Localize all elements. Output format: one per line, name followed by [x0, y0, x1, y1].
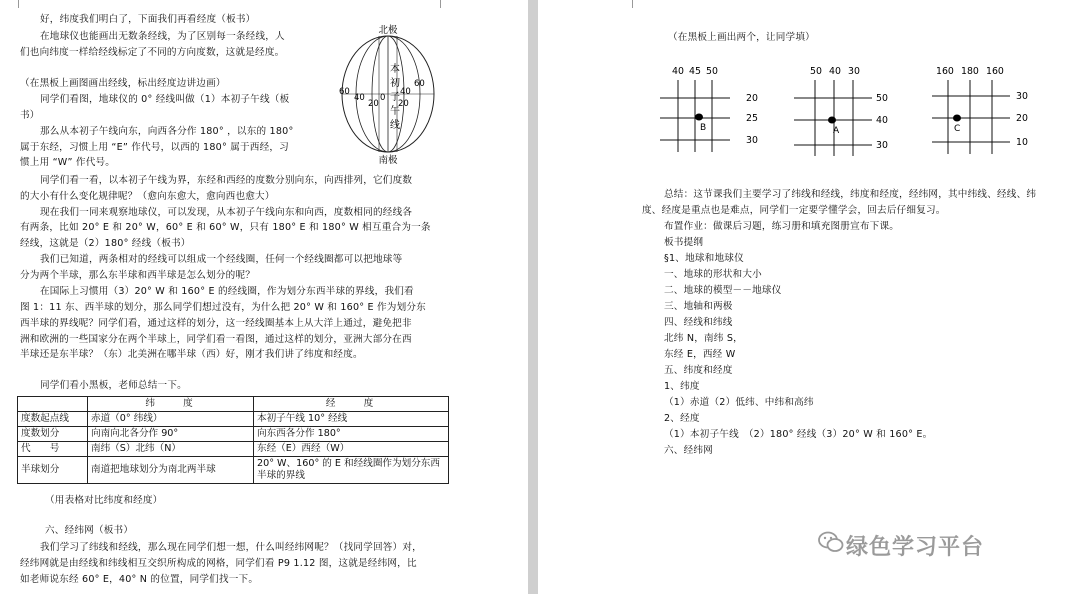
- table-cell: 20° W、160° 的 E 和经线圈作为划分东西半球的界线: [254, 457, 449, 484]
- table-cell: 半球划分: [18, 457, 88, 484]
- paragraph-line: 度、经度是重点也是难点，同学们一定要学懂学会，回去后仔细复习。: [642, 205, 946, 216]
- grid-point-label: A: [833, 126, 840, 136]
- globe-degree-label: 40: [354, 93, 365, 103]
- globe-meridian-char: 子: [390, 92, 400, 103]
- globe-meridian-char: 午: [390, 106, 400, 117]
- paragraph-line: 同学们看图，地球仪的 0° 经线叫做（1）本初子午线（板: [40, 94, 290, 105]
- table-header-row: [18, 397, 449, 412]
- globe-degree-label: 40: [400, 87, 411, 97]
- grid-side-label: 30: [746, 135, 758, 146]
- outline-item: （1）本初子午线 （2）180° 经线（3）20° W 和 160° E。: [664, 429, 933, 440]
- paragraph-line: 在国际上习惯用（3）20° W 和 160° E 的经线圈，作为划分东西半球的界线，我们看: [40, 286, 414, 297]
- coordinate-grid-c: [932, 66, 1028, 154]
- paragraph-line: （在黑板上画出两个，让同学填）: [668, 32, 815, 43]
- paragraph-line: 属于东经，习惯上用 “E” 作代号，以西的 180° 属于西经，习: [20, 142, 289, 153]
- grid-side-label: 20: [1016, 113, 1028, 124]
- paragraph-line: 西半球的界线呢？同学们看，通过这样的划分，这一经线圈基本上从大洋上通过，避免把非: [20, 318, 412, 329]
- paragraph-line: 同学们看一看，以本初子午线为界，东经和西经的度数分别向东，向西排列，它们度数: [40, 175, 413, 186]
- crop-mark: [624, 0, 633, 8]
- outline-item: 2、经度: [664, 413, 700, 424]
- paragraph-line: 们也向纬度一样给经线标定了不同的方向度数，这就是经度。: [20, 47, 285, 58]
- globe-degree-label: 20: [398, 99, 409, 109]
- table-cell: 代 号: [18, 442, 88, 457]
- grid-side-label: 10: [1016, 137, 1028, 148]
- outline-item: 三、地轴和两极: [664, 301, 733, 312]
- paragraph-line: 那么从本初子午线向东，向西各分作 180° ，以东的 180°: [40, 126, 294, 137]
- paragraph-line: 书）: [20, 110, 40, 121]
- paragraph-line: 经线，这就是（2）180° 经线（板书）: [20, 238, 191, 249]
- globe-degree-label: 0: [380, 93, 386, 103]
- grid-side-label: 30: [876, 140, 888, 151]
- outline-item: （1）赤道（2）低纬、中纬和高纬: [664, 397, 814, 408]
- globe-meridian-char: 线: [390, 120, 400, 131]
- globe-label-north: 北极: [378, 25, 398, 36]
- paragraph-line: 我们学习了纬线和经线，那么现在同学们想一想，什么叫经纬网呢？（找同学回答）对，: [40, 542, 422, 553]
- grid-point-label: C: [954, 124, 961, 134]
- globe-degree-label: 20: [368, 99, 379, 109]
- grid-top-label: 50: [810, 66, 822, 77]
- paragraph-line: 经纬网就是由经线和纬线相互交织所构成的网格，同学们看 P9 1.12 图，这就是经纬网，比: [20, 558, 417, 569]
- globe-degree-label: 60: [339, 87, 350, 97]
- paragraph-line: 好，纬度我们明白了，下面我们再看经度（板书）: [40, 14, 256, 25]
- table-row: [18, 412, 449, 427]
- table-cell: 向东西各分作 180°: [254, 427, 449, 442]
- globe-meridian-char: 本: [390, 64, 400, 75]
- table-cell: 南纬（S）北纬（N）: [88, 442, 254, 457]
- globe-degree-label: 60: [414, 79, 425, 89]
- crop-mark: [10, 0, 19, 8]
- paragraph-line: 图 1：11 东、西半球的划分，那么同学们想过没有，为什么把 20° W 和 160° E 作为划分东: [20, 302, 426, 313]
- table-cell: 度数起点线: [18, 412, 88, 427]
- outline-item: §1、地球和地球仪: [664, 253, 744, 264]
- grid-side-label: 20: [746, 93, 758, 104]
- paragraph-line: 洲和欧洲的一些国家分在两个半球上，同学们看一看图，通过这样的划分，亚洲大部分在西: [20, 334, 412, 345]
- wechat-icon: [818, 530, 844, 554]
- globe-meridian-char: 初: [390, 78, 400, 89]
- table-cell: 赤道（0° 纬线）: [88, 412, 254, 427]
- grid-top-label: 50: [706, 66, 718, 77]
- grid-point-label: B: [700, 123, 707, 133]
- paragraph-line: 分为两个半球，那么东半球和西半球是怎么划分的呢？: [20, 270, 256, 281]
- grid-top-label: 45: [689, 66, 701, 77]
- table-cell: 本初子午线 10° 经线: [254, 412, 449, 427]
- table-row: [18, 427, 449, 442]
- paragraph-line: 总结：这节课我们主要学习了纬线和经线，纬度和经度，经纬网，其中纬线、经线、纬: [664, 189, 1037, 200]
- outline-item: 二、地球的模型－－地球仪: [664, 285, 782, 296]
- paragraph-line: 如老师说东经 60° E，40° N 的位置，同学们找一下。: [20, 574, 259, 585]
- grid-side-label: 40: [876, 115, 888, 126]
- grid-top-label: 160: [986, 66, 1004, 77]
- globe-label-south: 南极: [378, 155, 398, 166]
- paragraph-line: 现在我们一同来观察地球仪，可以发现，从本初子午线向东和向西，度数相同的经线各: [40, 207, 413, 218]
- outline-item: 六、经纬网: [664, 445, 713, 456]
- table-header-cell: 纬 度: [88, 397, 254, 412]
- coordinate-grid-exercises: [658, 60, 1078, 160]
- globe-meridian-diagram: [330, 20, 450, 168]
- paragraph-line: 的大小有什么变化规律呢？（愈向东愈大，愈向西也愈大）: [20, 191, 275, 202]
- outline-item: 一、地球的形状和大小: [664, 269, 762, 280]
- grid-side-label: 50: [876, 93, 888, 104]
- grid-top-label: 160: [936, 66, 954, 77]
- grid-top-label: 30: [848, 66, 860, 77]
- paragraph-line: 在地球仪也能画出无数条经线，为了区别每一条经线，人: [40, 31, 285, 42]
- paragraph-line: 惯上用 “W” 作代号。: [20, 157, 116, 168]
- grid-side-label: 25: [746, 113, 758, 124]
- page-gap: [528, 0, 538, 594]
- paragraph-line: 半球还是东半球？（东）北美洲在哪半球（西）好，刚才我们讲了纬度和经度。: [20, 349, 363, 360]
- table-cell: 东经（E）西经（W）: [254, 442, 449, 457]
- coordinate-grid-b: [660, 66, 758, 152]
- table-header-cell: 经 度: [254, 397, 449, 412]
- document-page-left: [0, 0, 528, 594]
- paragraph-line: 同学们看小黑板，老师总结一下。: [40, 380, 187, 391]
- table-caption: （用表格对比纬度和经度）: [45, 495, 163, 506]
- latitude-longitude-comparison-table: [17, 396, 449, 484]
- grid-side-label: 30: [1016, 91, 1028, 102]
- table-cell: 度数划分: [18, 427, 88, 442]
- table-row: [18, 442, 449, 457]
- outline-item: 五、纬度和经度: [664, 365, 733, 376]
- document-page-right: [538, 0, 1080, 594]
- outline-title: 板书提纲: [664, 237, 704, 248]
- watermark-text: 绿色学习平台: [846, 535, 985, 560]
- paragraph-line: 布置作业：做课后习题，练习册和填充图册宣布下课。: [664, 221, 900, 232]
- grid-top-label: 180: [961, 66, 979, 77]
- outline-item: 北纬 N，南纬 S，: [664, 333, 743, 344]
- outline-item: 1、纬度: [664, 381, 700, 392]
- coordinate-grid-a: [794, 66, 888, 156]
- table-cell: 南道把地球划分为南北两半球: [88, 457, 254, 484]
- table-header-cell: [18, 397, 88, 412]
- crop-mark: [440, 0, 449, 8]
- table-cell: 向南向北各分作 90°: [88, 427, 254, 442]
- outline-item: 四、经线和纬线: [664, 317, 733, 328]
- paragraph-line: 有两条，比如 20° E 和 20° W，60° E 和 60° W，只有 180° E 和 180° W 相互重合为一条: [20, 222, 431, 233]
- grid-top-label: 40: [672, 66, 684, 77]
- table-row: [18, 457, 449, 484]
- paragraph-line: 我们已知道，两条相对的经线可以组成一个经线圈，任何一个经线圈都可以把地球等: [40, 254, 403, 265]
- paragraph-line: （在黑板上画图画出经线，标出经度边讲边画）: [20, 78, 226, 89]
- grid-top-label: 40: [829, 66, 841, 77]
- section-heading: 六、经纬网（板书）: [45, 525, 134, 536]
- outline-item: 东经 E，西经 W: [664, 349, 736, 360]
